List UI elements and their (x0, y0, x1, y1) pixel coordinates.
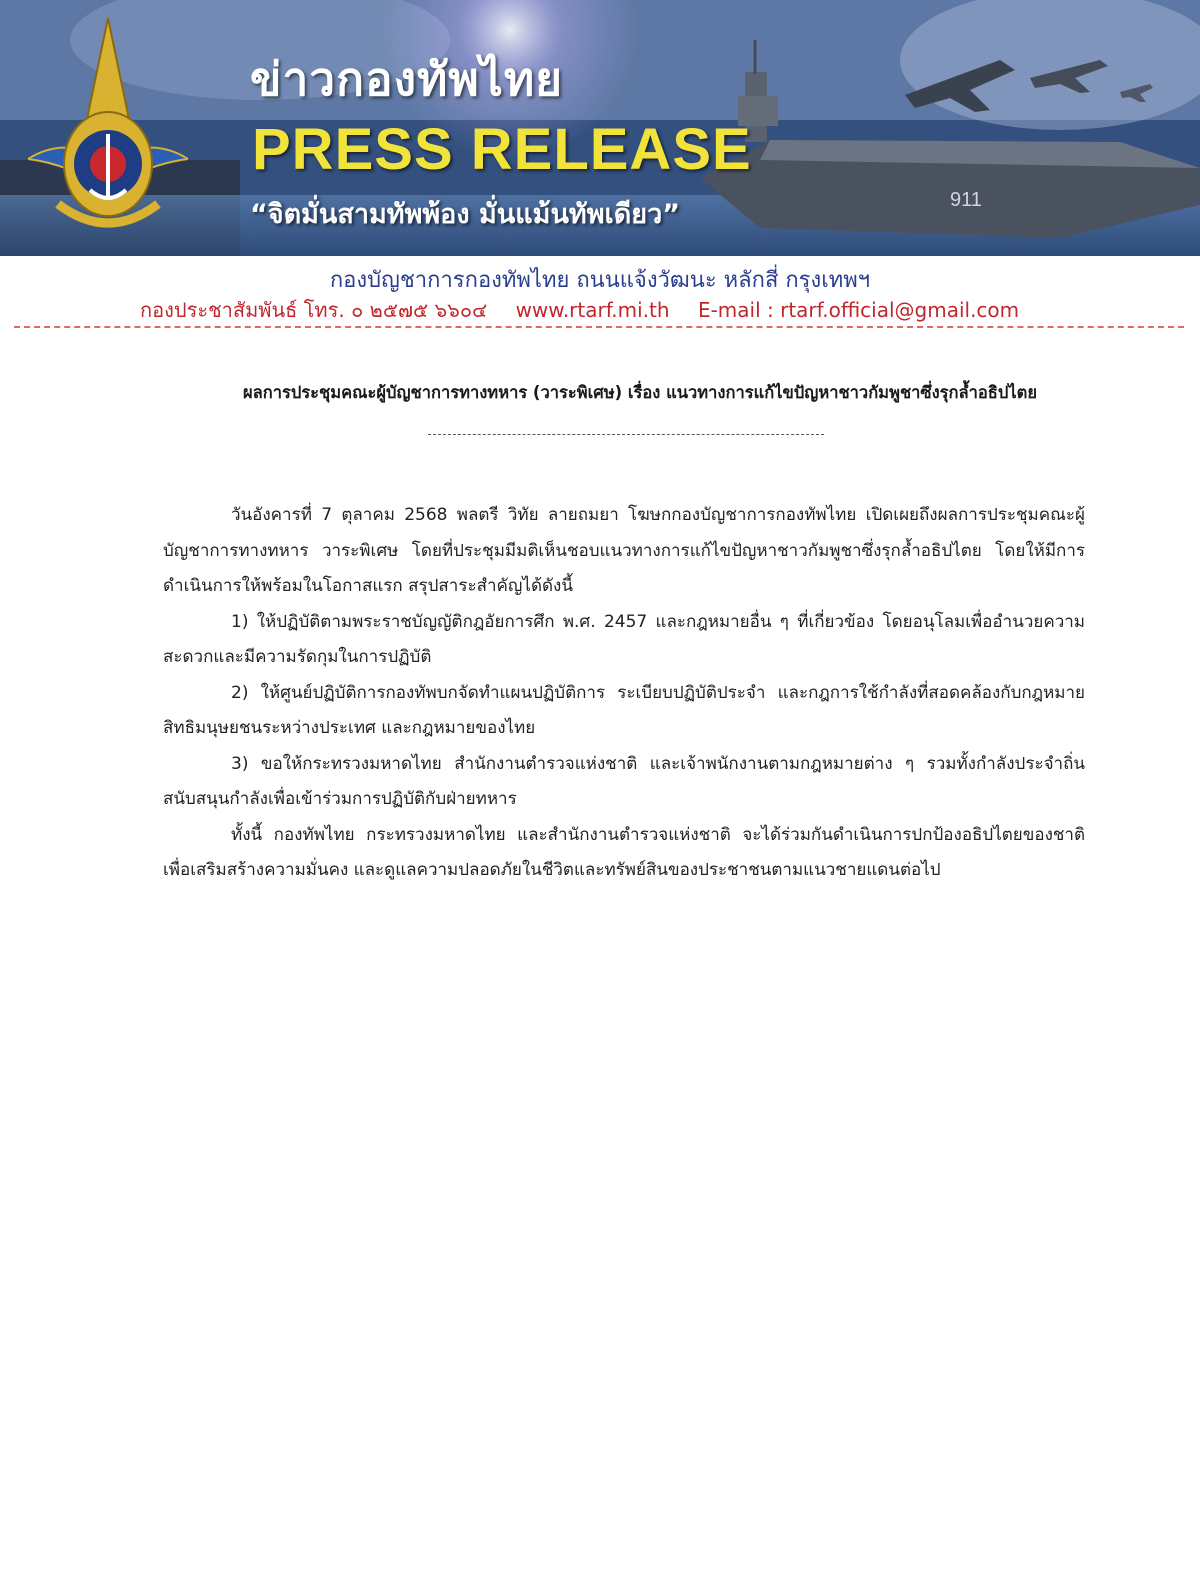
press-release-banner (0, 0, 1200, 256)
organization-address: กองบัญชาการกองทัพไทย ถนนแจ้งวัฒนะ หลักสี่ กรุงเทพฯ (329, 268, 871, 293)
paragraph-intro: วันอังคารที่ 7 ตุลาคม 2568 พลตรี วิทัย ลายถมยา โฆษกกองบัญชาการกองทัพไทย เปิดเผยถึงผลการประชุมคณะผู้บัญชาการทางทหาร วาระพิเศษ โดยที่ประชุมมีมติเห็นชอบแนวทางการแก้ไขปัญหาชาวกัมพูชาซึ่งรุกล้ำอธิปไตย โดยให้มีการดำเนินการให้พร้อมในโอกาสแรก สรุปสาระสำคัญได้ดังนี้ (163, 505, 1085, 596)
title-divider (428, 434, 824, 435)
contact-website[interactable]: www.rtarf.mi.th (515, 298, 670, 322)
banner-title-thai: ข่าวกองทัพไทย (250, 52, 564, 106)
contact-line (140, 294, 1041, 326)
paragraph-item-2: 2) ให้ศูนย์ปฏิบัติการกองทัพบกจัดทำแผนปฏิบัติการ ระเบียบปฏิบัติประจำ และกฎการใช้กำลังที่สอดคล้องกับกฎหมายสิทธิมนุษยชนระหว่างประเทศ และกฎหมายของไทย (163, 682, 1085, 738)
header-divider (14, 326, 1184, 328)
paragraph-item-1: 1) ให้ปฏิบัติตามพระราชบัญญัติกฎอัยการศึก พ.ศ. 2457 และกฎหมายอื่น ๆ ที่เกี่ยวข้อง โดยอนุโลมเพื่ออำนวยความสะดวกและมีความรัดกุมในการปฏิบัติ (163, 611, 1085, 667)
banner-slogan: “จิตมั่นสามทัพพ้อง มั่นแม้นทัพเดียว” (250, 199, 680, 230)
contact-email[interactable]: E-mail : rtarf.official@gmail.com (697, 298, 1020, 322)
royal-thai-armed-forces-emblem-icon (28, 14, 188, 244)
banner-title-press-release: PRESS RELEASE (252, 117, 752, 182)
paragraph-item-3: 3) ขอให้กระทรวงมหาดไทย สำนักงานตำรวจแห่งชาติ และเจ้าพนักงานตามกฎหมายต่าง ๆ รวมทั้งกำลังประจำถิ่น สนับสนุนกำลังเพื่อเข้าร่วมการปฏิบัติกับฝ่ายทหาร (163, 753, 1085, 809)
paragraph-conclusion: ทั้งนี้ กองทัพไทย กระทรวงมหาดไทย และสำนักงานตำรวจแห่งชาติ จะได้ร่วมกันดำเนินการปกป้องอธิปไตยของชาติ เพื่อเสริมสร้างความมั่นคง และดูแลความปลอดภัยในชีวิตและทรัพย์สินของประชาชนตามแนวชายแดนต่อไป (163, 824, 1085, 880)
document-body (163, 498, 1085, 889)
document-title: ผลการประชุมคณะผู้บัญชาการทางทหาร (วาระพิเศษ) เรื่อง แนวทางการแก้ไขปัญหาชาวกัมพูชาซึ่งรุกล้ำอธิปไตย (242, 383, 1038, 402)
contact-phone: กองประชาสัมพันธ์ โทร. ๐ ๒๕๗๕ ๖๖๐๔ (140, 298, 488, 322)
ship-number: 911 (950, 189, 982, 211)
